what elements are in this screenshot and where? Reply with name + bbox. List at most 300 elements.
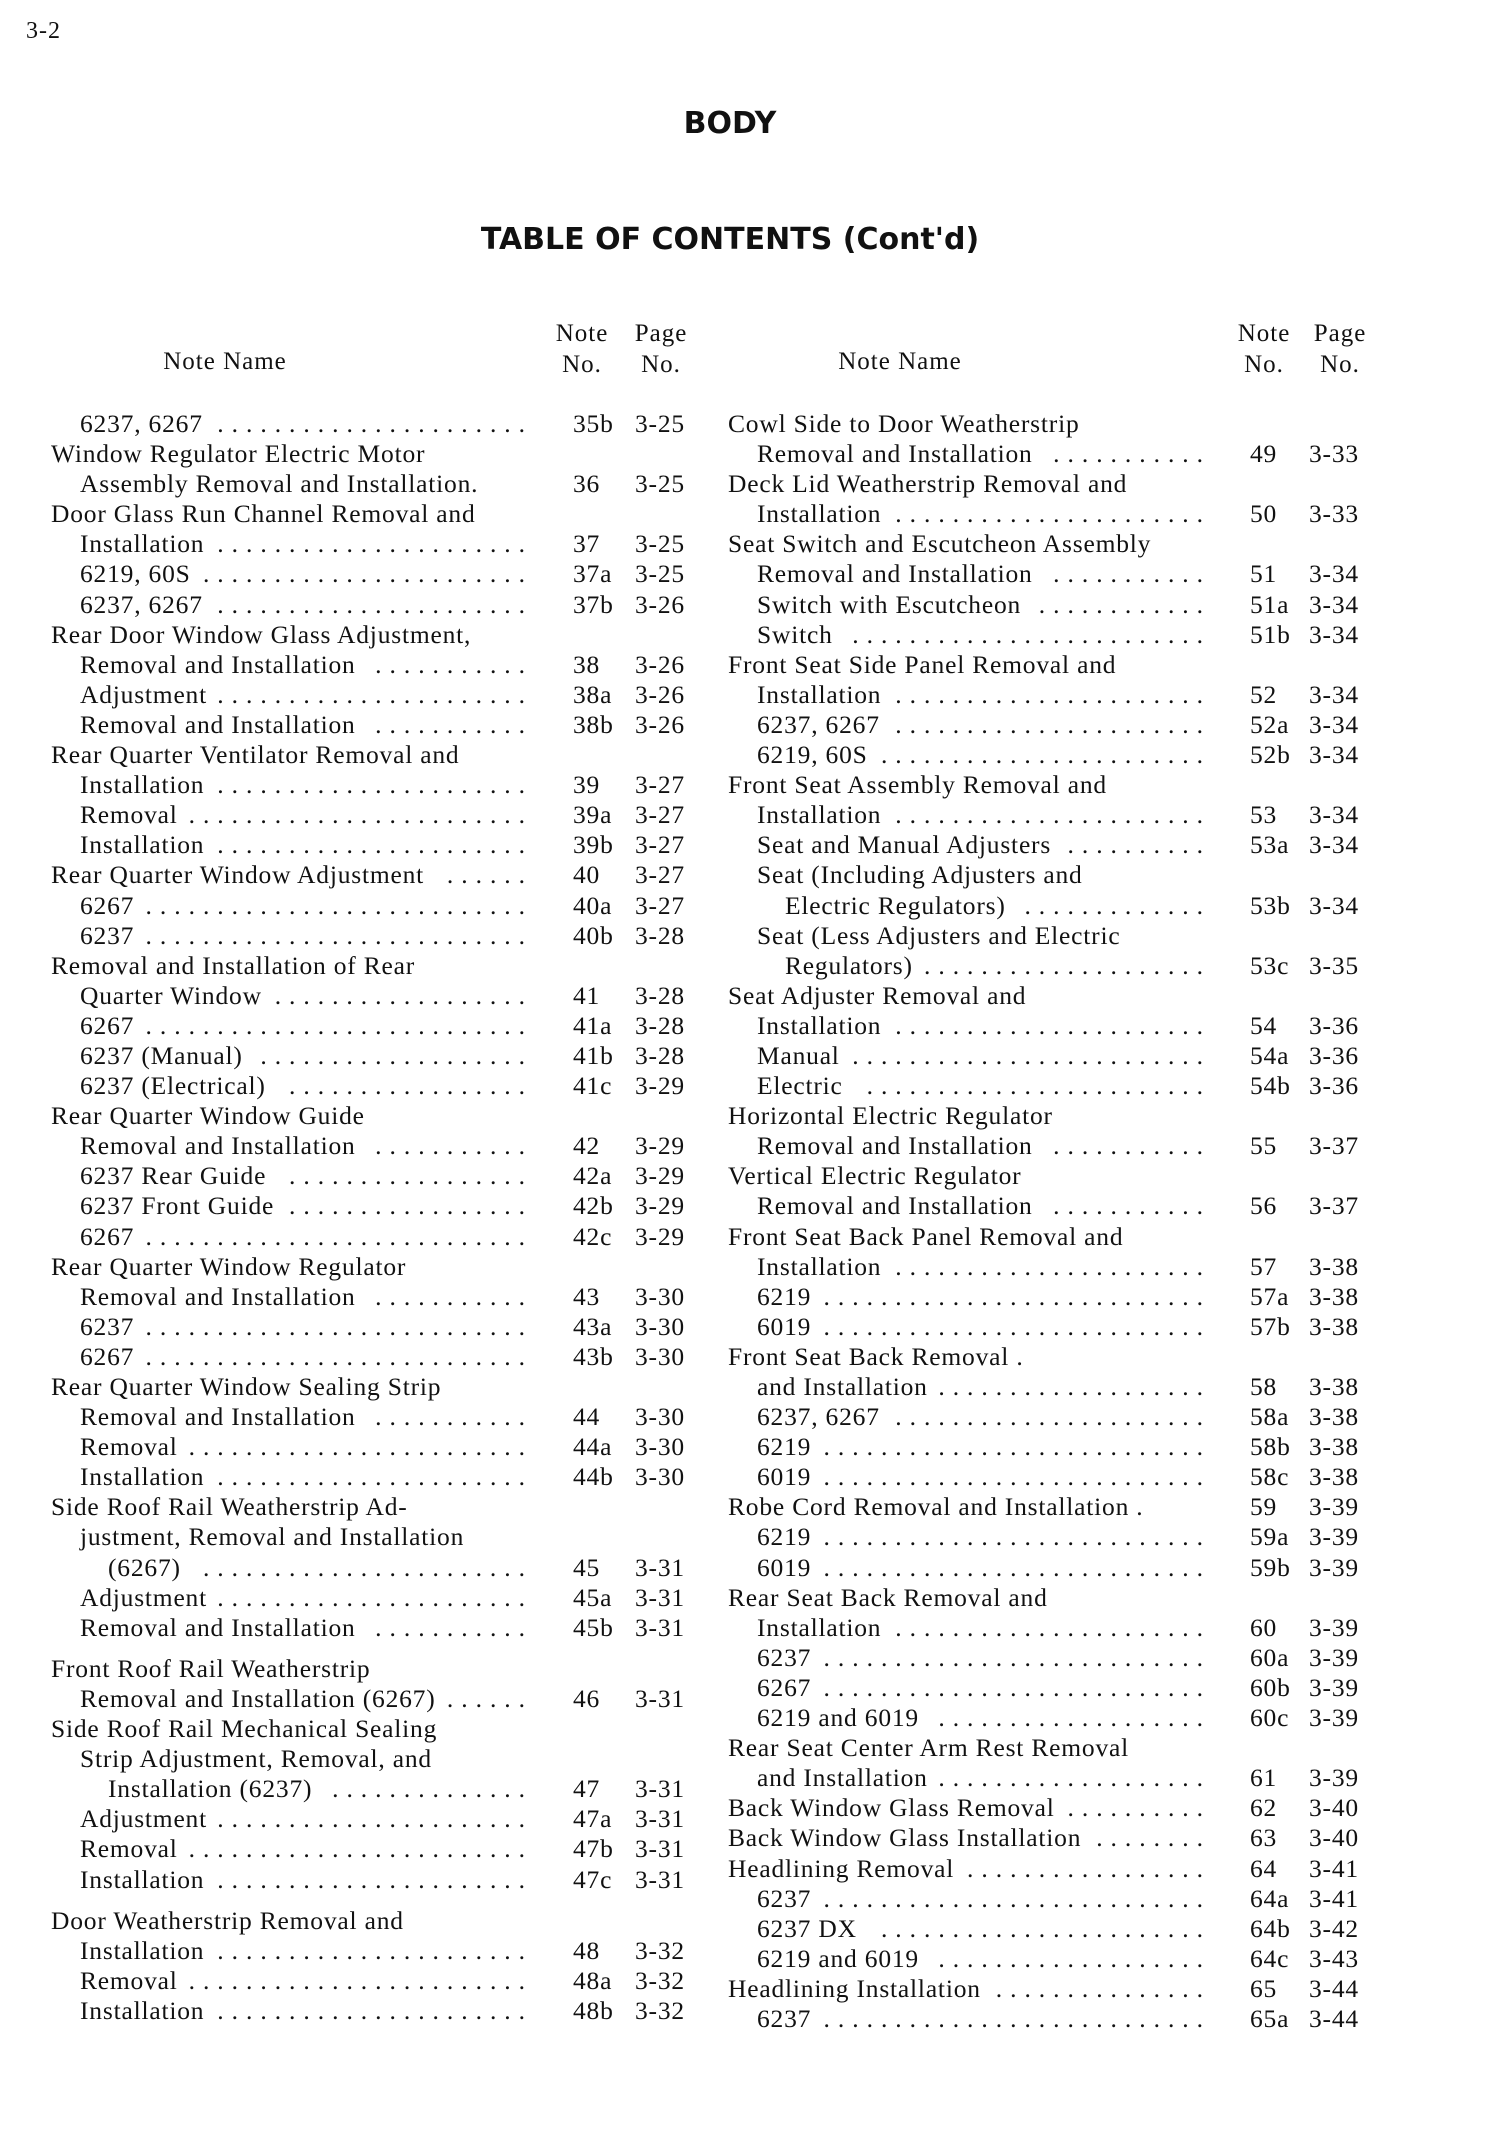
toc-entry-title: 6019 bbox=[757, 1552, 812, 1582]
toc-entry-page-no: 3-34 bbox=[1309, 890, 1359, 920]
toc-entry-note-no: 41a bbox=[573, 1010, 613, 1040]
toc-entry-title: 6219 bbox=[757, 1522, 812, 1552]
toc-right-column bbox=[0, 409, 1492, 2034]
toc-entry-note-no: 38a bbox=[573, 679, 613, 709]
toc-entry-title: 6237 bbox=[80, 920, 135, 950]
toc-entry-page-no: 3-29 bbox=[635, 1161, 685, 1191]
toc-entry-title: 6237 bbox=[757, 1883, 812, 1913]
toc-entry-title: 6237 bbox=[757, 2003, 812, 2033]
toc-entry-note-no: 45b bbox=[573, 1612, 614, 1642]
toc-entry-page-no: 3-39 bbox=[1309, 1703, 1359, 1733]
dot-leader: . . . . . . . . . . . . . . . . . . . . . . bbox=[895, 1612, 1204, 1642]
toc-entry-note-no: 48a bbox=[573, 1965, 613, 1995]
toc-entry-page-no: 3-27 bbox=[635, 860, 685, 890]
dot-leader: . . . . . . . . . . . . . . . . . . . . . . bbox=[895, 709, 1204, 739]
toc-entry-title: Installation bbox=[80, 529, 205, 559]
dot-leader: . . . . . . . . . . . . . . . . . . . . . . . . bbox=[188, 800, 526, 830]
toc-entry-note-no: 45 bbox=[573, 1552, 601, 1582]
dot-leader: . . . . . . . . . . . . . . . . . . . bbox=[938, 1943, 1204, 1973]
toc-entry bbox=[0, 710, 1492, 740]
toc-entry-title: Removal and Installation (6267) bbox=[80, 1683, 436, 1713]
toc-entry-title: 6267 bbox=[80, 1221, 135, 1251]
toc-entry-note-no: 51b bbox=[1250, 619, 1291, 649]
toc-entry-title: Rear Quarter Window Regulator bbox=[51, 1251, 407, 1281]
toc-entry-title: Front Roof Rail Weatherstrip bbox=[51, 1653, 371, 1683]
toc-entry-page-no: 3-38 bbox=[1309, 1402, 1359, 1432]
toc-entry-title: Rear Quarter Window Guide bbox=[51, 1101, 365, 1131]
toc-entry bbox=[0, 529, 1492, 559]
toc-entry-page-no: 3-34 bbox=[1309, 589, 1359, 619]
toc-entry-page-no: 3-35 bbox=[1309, 950, 1359, 980]
toc-entry-page-no: 3-34 bbox=[1309, 709, 1359, 739]
toc-entry-page-no: 3-32 bbox=[635, 1935, 685, 1965]
toc-entry-title: (6267) bbox=[108, 1552, 181, 1582]
toc-entry-title: Rear Quarter Ventilator Removal and bbox=[51, 740, 460, 770]
toc-entry-title: Adjustment bbox=[80, 679, 207, 709]
toc-entry-page-no: 3-25 bbox=[635, 529, 685, 559]
toc-entry-note-no: 64c bbox=[1250, 1943, 1290, 1973]
dot-leader: . . . . . . . . . . . . . . . . . . . . . . . . . bbox=[852, 1040, 1204, 1070]
toc-entry-title: Installation bbox=[80, 830, 205, 860]
header-note-label: Note bbox=[1237, 320, 1291, 347]
dot-leader: . . . . . . . . . . . . . . . . . . . . . . bbox=[217, 1582, 526, 1612]
header-page-label: Page bbox=[634, 320, 688, 347]
toc-entry-title: Removal bbox=[80, 800, 178, 830]
toc-entry-title: Rear Quarter Window Sealing Strip bbox=[51, 1372, 442, 1401]
toc-entry-note-no: 42 bbox=[573, 1131, 601, 1161]
toc-entry-page-no: 3-43 bbox=[1309, 1943, 1359, 1973]
dot-leader: . . . . . . . . . . . . . . . . . . . . . . . . . . . bbox=[145, 1010, 526, 1040]
toc-entry-page-no: 3-44 bbox=[1309, 1973, 1359, 2003]
toc-entry-title: 6237, 6267 bbox=[757, 709, 880, 739]
toc-entry-note-no: 42c bbox=[573, 1221, 613, 1251]
toc-entry-title: Manual bbox=[757, 1040, 840, 1070]
toc-entry bbox=[0, 1823, 1492, 1853]
dot-leader: . . . . . . . . . . . . . . . . . . . . . . bbox=[895, 800, 1204, 830]
dot-leader: . . . . . . . . . . . . . . . . . . . . . . . . . . . bbox=[145, 1311, 526, 1341]
toc-entry-note-no: 53a bbox=[1250, 830, 1290, 860]
toc-entry-title: Back Window Glass Removal bbox=[728, 1793, 1055, 1823]
toc-entry-title: Installation bbox=[80, 1462, 205, 1492]
toc-entry-title: Door Glass Run Channel Removal and bbox=[51, 499, 476, 529]
toc-entry-title: Removal bbox=[80, 1965, 178, 1995]
toc-entry-page-no: 3-34 bbox=[1309, 619, 1359, 649]
dot-leader: . . . . . . . . . . . . . . . . . . . . . . bbox=[217, 770, 526, 800]
toc-entry-page-no: 3-26 bbox=[635, 649, 685, 679]
toc-entry-note-no: 65a bbox=[1250, 2003, 1290, 2033]
toc-entry-note-no: 48b bbox=[573, 1995, 614, 2025]
toc-entry-page-no: 3-26 bbox=[635, 589, 685, 619]
toc-entry-note-no: 40a bbox=[573, 890, 613, 920]
toc-entry-page-no: 3-31 bbox=[635, 1804, 685, 1834]
toc-entry-title: Installation bbox=[757, 499, 882, 529]
toc-entry-page-no: 3-39 bbox=[1309, 1763, 1359, 1793]
toc-entry-title: Cowl Side to Door Weatherstrip bbox=[728, 409, 1080, 438]
toc-entry-note-no: 47c bbox=[573, 1864, 613, 1894]
dot-leader: . . . . . . . . . . . . . . . . . . . . . . bbox=[217, 1462, 526, 1492]
toc-entry-title: Vertical Electric Regulator bbox=[728, 1161, 1022, 1191]
dot-leader: . . . . . . . . . . . bbox=[375, 709, 526, 739]
dot-leader: . . . . . . . . . . . . . . . . . . . . . . . . . bbox=[852, 619, 1204, 649]
page-number: 3-2 bbox=[26, 18, 61, 44]
toc-entry-page-no: 3-39 bbox=[1309, 1642, 1359, 1672]
toc-entry-note-no: 41 bbox=[573, 980, 601, 1010]
dot-leader: . . . . . . . . . . . . . . . . . . . . . . bbox=[217, 529, 526, 559]
toc-entry-note-no: 55 bbox=[1250, 1131, 1278, 1161]
toc-entry bbox=[0, 469, 1492, 499]
toc-entry bbox=[0, 1703, 1492, 1733]
toc-entry-page-no: 3-27 bbox=[635, 830, 685, 860]
toc-entry bbox=[0, 891, 1492, 921]
toc-entry bbox=[0, 680, 1492, 710]
dot-leader: . . . . . . . . . . bbox=[1067, 830, 1204, 860]
toc-entry-title: Deck Lid Weatherstrip Removal and bbox=[728, 469, 1128, 499]
toc-entry bbox=[0, 1462, 1492, 1492]
toc-entry-title: 6219, 60S bbox=[757, 740, 868, 770]
right-header-note-no bbox=[1234, 318, 1294, 380]
toc-entry bbox=[0, 740, 1492, 770]
toc-entry bbox=[0, 409, 1492, 439]
toc-entry-note-no: 35b bbox=[573, 409, 614, 438]
dot-leader: . . . . . . . . . . . . . . . . . . . . . . bbox=[217, 679, 526, 709]
toc-entry-title: Installation bbox=[757, 1010, 882, 1040]
toc-entry-page-no: 3-27 bbox=[635, 890, 685, 920]
toc-entry-note-no: 52a bbox=[1250, 709, 1290, 739]
toc-entry-note-no: 59b bbox=[1250, 1552, 1291, 1582]
toc-entry-note-no: 54b bbox=[1250, 1071, 1291, 1101]
toc-entry bbox=[0, 1613, 1492, 1643]
toc-entry bbox=[0, 1101, 1492, 1131]
dot-leader: . . . . . . . . . . . . . . . . . . . . . . . . . . . bbox=[823, 1552, 1204, 1582]
toc-entry-page-no: 3-40 bbox=[1309, 1823, 1359, 1853]
toc-entry-title: Quarter Window bbox=[80, 980, 262, 1010]
toc-entry bbox=[0, 1583, 1492, 1613]
toc-entry-title: Assembly Removal and Installation. bbox=[80, 469, 479, 499]
toc-entry-title: Rear Quarter Window Adjustment bbox=[51, 860, 425, 890]
toc-entry-note-no: 57 bbox=[1250, 1251, 1278, 1281]
toc-entry bbox=[0, 1793, 1492, 1823]
toc-entry-title: Seat Switch and Escutcheon Assembly bbox=[728, 529, 1152, 559]
dot-leader: . . . . . . bbox=[446, 1683, 526, 1713]
toc-entry-note-no: 39 bbox=[573, 770, 601, 800]
dot-leader: . . . . . . . . . . . . . . . . . . bbox=[274, 980, 526, 1010]
toc-entry-note-no: 64a bbox=[1250, 1883, 1290, 1913]
toc-entry-title: 6237 DX bbox=[757, 1913, 857, 1943]
toc-entry-note-no: 42a bbox=[573, 1161, 613, 1191]
toc-entry-title: Strip Adjustment, Removal, and bbox=[80, 1744, 432, 1774]
toc-entry bbox=[0, 620, 1492, 650]
right-header-note-name: Note Name bbox=[838, 348, 962, 375]
toc-entry-note-no: 57a bbox=[1250, 1281, 1290, 1311]
toc-entry-note-no: 60 bbox=[1250, 1612, 1278, 1642]
toc-entry-note-no: 59a bbox=[1250, 1522, 1290, 1552]
dot-leader: . . . . . . . . bbox=[1096, 1823, 1204, 1853]
section-title: BODY bbox=[683, 106, 777, 141]
toc-entry-note-no: 42b bbox=[573, 1191, 614, 1221]
toc-entry-title: Switch with Escutcheon bbox=[757, 589, 1022, 619]
toc-entry-page-no: 3-34 bbox=[1309, 800, 1359, 830]
toc-entry-page-no: 3-39 bbox=[1309, 1612, 1359, 1642]
toc-entry-title: 6019 bbox=[757, 1311, 812, 1341]
left-header-note-no bbox=[552, 318, 612, 380]
toc-entry-title: Seat and Manual Adjusters bbox=[757, 830, 1052, 860]
toc-entry-title: 6237, 6267 bbox=[757, 1402, 880, 1432]
toc-title: TABLE OF CONTENTS (Cont'd) bbox=[480, 222, 980, 257]
toc-entry bbox=[0, 1222, 1492, 1252]
dot-leader: . . . . . . . . . . . . . . . . . . . . . . . bbox=[880, 740, 1204, 770]
toc-entry-note-no: 58 bbox=[1250, 1372, 1278, 1401]
toc-entry-title: Removal and Installation bbox=[757, 1191, 1033, 1221]
toc-entry-title: 6267 bbox=[80, 1341, 135, 1371]
toc-entry bbox=[0, 1071, 1492, 1101]
dot-leader: . . . . . . . . . . . . . . . . . . . . . . bbox=[217, 1935, 526, 1965]
dot-leader: . . . . . . . . . . . . . . . . . . . . . . . . . . . bbox=[823, 1281, 1204, 1311]
dot-leader: . . . . . . . . . . . bbox=[375, 1402, 526, 1432]
toc-entry-note-no: 47 bbox=[573, 1774, 601, 1804]
toc-entry-page-no: 3-33 bbox=[1309, 499, 1359, 529]
toc-entry-note-no: 53c bbox=[1250, 950, 1290, 980]
toc-entry-title: Side Roof Rail Mechanical Sealing bbox=[51, 1714, 438, 1744]
toc-entry-page-no: 3-29 bbox=[635, 1191, 685, 1221]
dot-leader: . . . . . . . . . . bbox=[1067, 1793, 1204, 1823]
toc-entry bbox=[0, 439, 1492, 469]
dot-leader: . . . . . . . . . . . . . bbox=[1024, 890, 1204, 920]
toc-entry-title: Robe Cord Removal and Installation . bbox=[728, 1492, 1144, 1522]
dot-leader: . . . . . . . . . . . . . . . . . . . . bbox=[924, 950, 1204, 980]
dot-leader: . . . . . . . . . . . bbox=[1053, 559, 1204, 589]
toc-entry-title: Removal and Installation of Rear bbox=[51, 950, 416, 980]
toc-entry-page-no: 3-37 bbox=[1309, 1131, 1359, 1161]
dot-leader: . . . . . . . . . . . . . . . . . . . . . . bbox=[895, 1010, 1204, 1040]
toc-entry bbox=[0, 830, 1492, 860]
dot-leader: . . . . . . . . . . . . . . . . . . . . . . bbox=[895, 499, 1204, 529]
toc-entry-note-no: 38b bbox=[573, 709, 614, 739]
toc-entry bbox=[0, 1733, 1492, 1763]
toc-entry bbox=[0, 1252, 1492, 1282]
toc-entry-title: Headlining Installation bbox=[728, 1973, 981, 2003]
toc-entry bbox=[0, 1553, 1492, 1583]
toc-entry bbox=[0, 590, 1492, 620]
toc-entry-page-no: 3-31 bbox=[635, 1582, 685, 1612]
toc-entry-title: Installation bbox=[80, 1864, 205, 1894]
toc-entry bbox=[0, 1312, 1492, 1342]
dot-leader: . . . . . . . . . . . bbox=[375, 1281, 526, 1311]
dot-leader: . . . . . . . . . . . . . . . . . . . . . . . . . . . bbox=[145, 890, 526, 920]
dot-leader: . . . . . . . . . . . . . . . . . . . bbox=[938, 1763, 1204, 1793]
toc-entry-page-no: 3-31 bbox=[635, 1683, 685, 1713]
toc-entry-note-no: 53b bbox=[1250, 890, 1291, 920]
toc-entry-page-no: 3-44 bbox=[1309, 2003, 1359, 2033]
toc-entry bbox=[0, 1854, 1492, 1884]
header-no-label: No. bbox=[1320, 351, 1360, 378]
toc-entry-note-no: 37a bbox=[573, 559, 613, 589]
toc-entry-title: Removal bbox=[80, 1432, 178, 1462]
dot-leader: . . . . . . . . . . . . . . . . . . . . . . . . bbox=[188, 1965, 526, 1995]
dot-leader: . . . . . . . . . . . . . . . . . . . . . . bbox=[217, 1864, 526, 1894]
toc-entry-note-no: 54a bbox=[1250, 1040, 1290, 1070]
dot-leader: . . . . . . . . . . . . . . . . . . . . . . bbox=[895, 1251, 1204, 1281]
dot-leader: . . . . . . . . . . . . . . . . . bbox=[967, 1853, 1204, 1883]
toc-entry-note-no: 52b bbox=[1250, 740, 1291, 770]
toc-entry-note-no: 36 bbox=[573, 469, 601, 499]
dot-leader: . . . . . . bbox=[446, 860, 526, 890]
toc-entry bbox=[0, 650, 1492, 680]
toc-entry-title: Regulators) bbox=[785, 950, 913, 980]
toc-entry bbox=[0, 981, 1492, 1011]
toc-entry-title: justment, Removal and Installation bbox=[80, 1522, 465, 1552]
toc-entry-page-no: 3-30 bbox=[635, 1311, 685, 1341]
toc-entry-page-no: 3-32 bbox=[635, 1965, 685, 1995]
toc-entry-page-no: 3-28 bbox=[635, 980, 685, 1010]
toc-entry-page-no: 3-39 bbox=[1309, 1492, 1359, 1522]
dot-leader: . . . . . . . . . . . . . . . . . . . bbox=[938, 1372, 1204, 1401]
toc-entry-page-no: 3-25 bbox=[635, 469, 685, 499]
toc-entry-page-no: 3-42 bbox=[1309, 1913, 1359, 1943]
toc-entry-title: Side Roof Rail Weatherstrip Ad- bbox=[51, 1492, 408, 1522]
toc-entry-page-no: 3-38 bbox=[1309, 1311, 1359, 1341]
toc-entry-note-no: 39b bbox=[573, 830, 614, 860]
toc-entry-note-no: 61 bbox=[1250, 1763, 1278, 1793]
toc-entry bbox=[0, 1131, 1492, 1161]
dot-leader: . . . . . . . . . . . . . . . . . . . . . . bbox=[895, 679, 1204, 709]
toc-entry bbox=[0, 1161, 1492, 1191]
toc-entry-title: Removal and Installation bbox=[757, 439, 1033, 469]
toc-entry-page-no: 3-39 bbox=[1309, 1552, 1359, 1582]
toc-entry-note-no: 44a bbox=[573, 1432, 613, 1462]
toc-entry-page-no: 3-30 bbox=[635, 1432, 685, 1462]
toc-entry-page-no: 3-30 bbox=[635, 1341, 685, 1371]
dot-leader: . . . . . . . . . . . . . . . . . . . . . . . bbox=[880, 1913, 1204, 1943]
toc-entry-note-no: 43a bbox=[573, 1311, 613, 1341]
toc-entry-title: 6019 bbox=[757, 1462, 812, 1492]
left-header-note-name: Note Name bbox=[163, 348, 287, 375]
toc-entry-note-no: 60c bbox=[1250, 1703, 1290, 1733]
toc-entry bbox=[0, 1011, 1492, 1041]
toc-entry-note-no: 37 bbox=[573, 529, 601, 559]
toc-entry-note-no: 50 bbox=[1250, 499, 1278, 529]
toc-entry-title: Installation bbox=[757, 1612, 882, 1642]
toc-entry-title: Installation (6237) bbox=[108, 1774, 313, 1804]
toc-entry-page-no: 3-39 bbox=[1309, 1672, 1359, 1702]
dot-leader: . . . . . . . . . . . . . . . . . . . . . . . . . . . bbox=[823, 1522, 1204, 1552]
toc-entry bbox=[0, 1944, 1492, 1974]
toc-entry-page-no: 3-25 bbox=[635, 559, 685, 589]
dot-leader: . . . . . . . . . . . . . . . . . . . . . . . . . . . bbox=[823, 1311, 1204, 1341]
toc-entry-title: Rear Seat Back Removal and bbox=[728, 1582, 1048, 1612]
toc-entry bbox=[0, 499, 1492, 529]
toc-entry-page-no: 3-38 bbox=[1309, 1281, 1359, 1311]
toc-entry bbox=[0, 1342, 1492, 1372]
toc-entry bbox=[0, 1763, 1492, 1793]
toc-entry-page-no: 3-29 bbox=[635, 1221, 685, 1251]
toc-entry-note-no: 39a bbox=[573, 800, 613, 830]
toc-entry-title: 6219 bbox=[757, 1432, 812, 1462]
toc-entry bbox=[0, 951, 1492, 981]
dot-leader: . . . . . . . . . . . . . . . . . bbox=[289, 1191, 526, 1221]
toc-entry bbox=[0, 1402, 1492, 1432]
header-no-label: No. bbox=[641, 351, 681, 378]
toc-entry-note-no: 59 bbox=[1250, 1492, 1278, 1522]
toc-entry-title: Rear Door Window Glass Adjustment, bbox=[51, 619, 472, 649]
dot-leader: . . . . . . . . . . . . . . . . . . . . . . . . . . . bbox=[823, 1462, 1204, 1492]
toc-entry-page-no: 3-38 bbox=[1309, 1462, 1359, 1492]
toc-entry-title: 6237, 6267 bbox=[80, 589, 203, 619]
toc-entry-note-no: 57b bbox=[1250, 1311, 1291, 1341]
toc-entry-note-no: 48 bbox=[573, 1935, 601, 1965]
toc-entry-title: 6219 and 6019 bbox=[757, 1703, 919, 1733]
dot-leader: . . . . . . . . . . . . . . . . . . . . . . . . . . . bbox=[823, 1672, 1204, 1702]
dot-leader: . . . . . . . . . . . . . . . . . . . . . . bbox=[217, 1995, 526, 2025]
toc-entry bbox=[0, 1372, 1492, 1402]
header-no-label: No. bbox=[1244, 351, 1284, 378]
toc-entry-title: and Installation bbox=[757, 1372, 928, 1401]
toc-entry-title: Installation bbox=[80, 1935, 205, 1965]
toc-entry-note-no: 44 bbox=[573, 1402, 601, 1432]
toc-entry-title: Front Seat Assembly Removal and bbox=[728, 770, 1107, 800]
dot-leader: . . . . . . . . . . . bbox=[1053, 1131, 1204, 1161]
toc-entry-page-no: 3-29 bbox=[635, 1071, 685, 1101]
toc-entry bbox=[0, 1974, 1492, 2004]
toc-entry bbox=[0, 1643, 1492, 1673]
dot-leader: . . . . . . . . . . . . . . . . . . . . . . . . . . . bbox=[823, 2003, 1204, 2033]
toc-entry-page-no: 3-31 bbox=[635, 1864, 685, 1894]
toc-entry-title: 6219 and 6019 bbox=[757, 1943, 919, 1973]
toc-entry-title: Removal bbox=[80, 1834, 178, 1864]
toc-entry-title: Window Regulator Electric Motor bbox=[51, 439, 426, 469]
toc-entry-note-no: 54 bbox=[1250, 1010, 1278, 1040]
toc-entry-title: Seat (Less Adjusters and Electric bbox=[757, 920, 1121, 950]
toc-entry-note-no: 64b bbox=[1250, 1913, 1291, 1943]
toc-entry-page-no: 3-34 bbox=[1309, 679, 1359, 709]
toc-entry-title: Seat (Including Adjusters and bbox=[757, 860, 1083, 890]
toc-entry-page-no: 3-41 bbox=[1309, 1883, 1359, 1913]
toc-entry bbox=[0, 800, 1492, 830]
dot-leader: . . . . . . . . . . . . . . . . . . . . . . bbox=[217, 830, 526, 860]
toc-entry-title: Removal and Installation bbox=[80, 1281, 356, 1311]
toc-entry-page-no: 3-40 bbox=[1309, 1793, 1359, 1823]
toc-entry-title: 6267 bbox=[80, 1010, 135, 1040]
toc-entry-title: Seat Adjuster Removal and bbox=[728, 980, 1027, 1010]
toc-entry-page-no: 3-31 bbox=[635, 1774, 685, 1804]
toc-entry-note-no: 41b bbox=[573, 1040, 614, 1070]
dot-leader: . . . . . . . . . . . bbox=[1053, 1191, 1204, 1221]
toc-entry-page-no: 3-37 bbox=[1309, 1191, 1359, 1221]
dot-leader: . . . . . . . . . . . bbox=[1053, 439, 1204, 469]
dot-leader: . . . . . . . . . . . . . . . . . . . . . . . . bbox=[866, 1071, 1204, 1101]
toc-entry-title: Removal and Installation bbox=[757, 559, 1033, 589]
toc-entry-title: Rear Seat Center Arm Rest Removal bbox=[728, 1733, 1130, 1763]
toc-entry-note-no: 40 bbox=[573, 860, 601, 890]
toc-entry-title: Removal and Installation bbox=[80, 649, 356, 679]
left-header-page-no bbox=[629, 318, 693, 380]
toc-entry bbox=[0, 860, 1492, 890]
toc-entry-note-no: 46 bbox=[573, 1683, 601, 1713]
toc-entry-title: 6267 bbox=[80, 890, 135, 920]
dot-leader: . . . . . . . . . . . . . . . . . . . . . . . . . . . bbox=[145, 1221, 526, 1251]
dot-leader: . . . . . . . . . . . . . . . . . . . . . . . bbox=[202, 559, 526, 589]
toc-entry-page-no: 3-25 bbox=[635, 409, 685, 438]
toc-entry-title: 6219 bbox=[757, 1281, 812, 1311]
toc-entry-note-no: 43 bbox=[573, 1281, 601, 1311]
header-page-label: Page bbox=[1313, 320, 1367, 347]
toc-entry bbox=[0, 1884, 1492, 1914]
dot-leader: . . . . . . . . . . . . . . bbox=[332, 1774, 526, 1804]
toc-entry-note-no: 58c bbox=[1250, 1462, 1290, 1492]
toc-entry-page-no: 3-29 bbox=[635, 1131, 685, 1161]
toc-entry-title: Front Seat Back Removal . bbox=[728, 1341, 1024, 1371]
toc-entry bbox=[0, 921, 1492, 951]
dot-leader: . . . . . . . . . . . . . . . . . . . . . . . . . . . bbox=[145, 1341, 526, 1371]
